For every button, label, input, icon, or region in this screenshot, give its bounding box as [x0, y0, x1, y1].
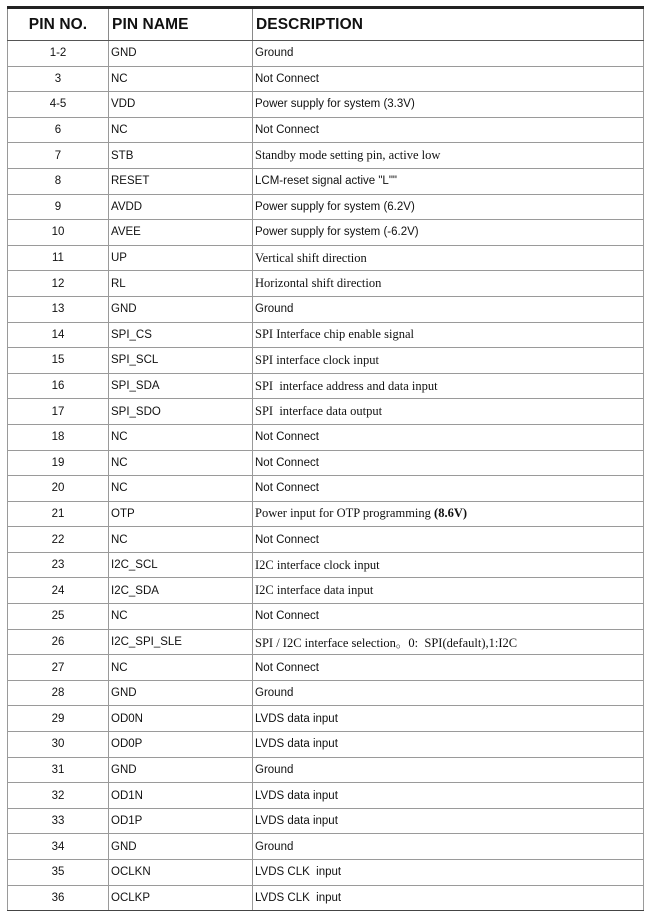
- pin-name-cell: NC: [109, 450, 253, 476]
- pin-number-cell: 17: [8, 399, 109, 425]
- pin-number-cell: 18: [8, 424, 109, 450]
- pin-description-cell: Not Connect: [253, 476, 644, 502]
- pin-description-cell: Ground: [253, 41, 644, 67]
- pin-name-cell: VDD: [109, 92, 253, 118]
- header-row: [8, 8, 644, 41]
- pin-name-cell: OTP: [109, 501, 253, 527]
- table-row: [8, 655, 644, 681]
- pin-description-cell: Not Connect: [253, 527, 644, 553]
- table-row: [8, 629, 644, 655]
- description-text: Power input for OTP programming: [255, 506, 435, 521]
- table-row: [8, 527, 644, 553]
- pin-number-cell: 3: [8, 66, 109, 92]
- pin-name-cell: NC: [109, 527, 253, 553]
- table-row: [8, 680, 644, 706]
- table-row: [8, 885, 644, 911]
- pin-number-cell: 7: [8, 143, 109, 169]
- header-pin-no: PIN NO.: [8, 8, 109, 41]
- table-row: [8, 783, 644, 809]
- pin-name-cell: NC: [109, 476, 253, 502]
- pin-number-cell: 1-2: [8, 41, 109, 67]
- table-row: [8, 424, 644, 450]
- pin-number-cell: 6: [8, 117, 109, 143]
- pin-number-cell: 19: [8, 450, 109, 476]
- pin-description-cell: I2C interface clock input: [253, 552, 644, 578]
- pin-name-cell: I2C_SDA: [109, 578, 253, 604]
- pin-name-cell: NC: [109, 66, 253, 92]
- pin-description-cell: Not Connect: [253, 424, 644, 450]
- pin-name-cell: RL: [109, 271, 253, 297]
- pin-description-cell: Horizontal shift direction: [253, 271, 644, 297]
- pin-name-cell: NC: [109, 604, 253, 630]
- table-row: [8, 348, 644, 374]
- pin-definition-table: [7, 6, 644, 911]
- pin-number-cell: 22: [8, 527, 109, 553]
- pin-name-cell: OD0P: [109, 732, 253, 758]
- pin-number-cell: 15: [8, 348, 109, 374]
- table-row: [8, 808, 644, 834]
- table-row: [8, 732, 644, 758]
- pin-name-cell: RESET: [109, 168, 253, 194]
- header-pin-name: PIN NAME: [109, 8, 253, 41]
- pin-name-cell: NC: [109, 655, 253, 681]
- pin-name-cell: OCLKP: [109, 885, 253, 911]
- pin-number-cell: 29: [8, 706, 109, 732]
- pin-description-cell: LVDS CLK input: [253, 885, 644, 911]
- table-row: [8, 476, 644, 502]
- pin-name-cell: GND: [109, 296, 253, 322]
- pin-rows: [8, 41, 644, 911]
- pin-number-cell: 20: [8, 476, 109, 502]
- pin-name-cell: AVEE: [109, 220, 253, 246]
- table-row: [8, 322, 644, 348]
- pin-description-cell: Not Connect: [253, 66, 644, 92]
- table-row: [8, 41, 644, 67]
- pin-name-cell: I2C_SPI_SLE: [109, 629, 253, 655]
- pin-description-cell: I2C interface data input: [253, 578, 644, 604]
- pin-description-cell: Not Connect: [253, 655, 644, 681]
- pin-description-cell: Standby mode setting pin, active low: [253, 143, 644, 169]
- table-row: [8, 245, 644, 271]
- pin-name-cell: I2C_SCL: [109, 552, 253, 578]
- pin-number-cell: 4-5: [8, 92, 109, 118]
- table-row: [8, 117, 644, 143]
- pin-number-cell: 23: [8, 552, 109, 578]
- pin-description-cell: LVDS CLK input: [253, 860, 644, 886]
- pin-number-cell: 30: [8, 732, 109, 758]
- table-row: [8, 604, 644, 630]
- pin-number-cell: 14: [8, 322, 109, 348]
- pin-name-cell: GND: [109, 41, 253, 67]
- table-row: [8, 860, 644, 886]
- table-row: [8, 757, 644, 783]
- table-row: [8, 143, 644, 169]
- pin-description-cell: Ground: [253, 757, 644, 783]
- pin-name-cell: GND: [109, 680, 253, 706]
- pin-description-cell: Not Connect: [253, 450, 644, 476]
- pin-number-cell: 36: [8, 885, 109, 911]
- pin-number-cell: 21: [8, 501, 109, 527]
- table-row: [8, 834, 644, 860]
- pin-description-cell: Ground: [253, 680, 644, 706]
- table-row: [8, 501, 644, 527]
- pin-description-cell: LVDS data input: [253, 732, 644, 758]
- pin-number-cell: 12: [8, 271, 109, 297]
- pin-description-cell: LVDS data input: [253, 783, 644, 809]
- pin-name-cell: UP: [109, 245, 253, 271]
- pin-number-cell: 8: [8, 168, 109, 194]
- pin-description-cell: Power supply for system (3.3V): [253, 92, 644, 118]
- pin-name-cell: SPI_CS: [109, 322, 253, 348]
- pin-number-cell: 26: [8, 629, 109, 655]
- table-row: [8, 552, 644, 578]
- pin-number-cell: 33: [8, 808, 109, 834]
- pin-number-cell: 24: [8, 578, 109, 604]
- pin-number-cell: 16: [8, 373, 109, 399]
- table-row: [8, 578, 644, 604]
- pin-name-cell: SPI_SDA: [109, 373, 253, 399]
- pin-description-cell: SPI interface address and data input: [253, 373, 644, 399]
- pin-number-cell: 28: [8, 680, 109, 706]
- pin-name-cell: OD1P: [109, 808, 253, 834]
- pin-name-cell: SPI_SDO: [109, 399, 253, 425]
- pin-description-cell: [253, 501, 644, 527]
- pin-number-cell: 11: [8, 245, 109, 271]
- table-row: [8, 373, 644, 399]
- pin-number-cell: 35: [8, 860, 109, 886]
- pin-number-cell: 25: [8, 604, 109, 630]
- pin-name-cell: NC: [109, 424, 253, 450]
- pin-description-cell: Not Connect: [253, 604, 644, 630]
- pin-description-cell: SPI / I2C interface selection。0: SPI(default),1:I2C: [253, 629, 644, 655]
- pin-description-cell: Power supply for system (6.2V): [253, 194, 644, 220]
- table-row: [8, 271, 644, 297]
- table-row: [8, 706, 644, 732]
- pin-description-cell: Not Connect: [253, 117, 644, 143]
- pin-number-cell: 34: [8, 834, 109, 860]
- pin-name-cell: AVDD: [109, 194, 253, 220]
- pin-number-cell: 9: [8, 194, 109, 220]
- table-row: [8, 194, 644, 220]
- pin-description-cell: Vertical shift direction: [253, 245, 644, 271]
- table-row: [8, 168, 644, 194]
- pin-name-cell: SPI_SCL: [109, 348, 253, 374]
- pin-description-cell: LCM-reset signal active "L"": [253, 168, 644, 194]
- pin-number-cell: 32: [8, 783, 109, 809]
- pin-name-cell: OCLKN: [109, 860, 253, 886]
- pin-description-cell: Power supply for system (-6.2V): [253, 220, 644, 246]
- pin-name-cell: STB: [109, 143, 253, 169]
- pin-description-cell: SPI Interface chip enable signal: [253, 322, 644, 348]
- pin-name-cell: OD1N: [109, 783, 253, 809]
- table-row: [8, 450, 644, 476]
- pin-description-cell: Ground: [253, 834, 644, 860]
- pin-description-cell: Ground: [253, 296, 644, 322]
- table-row: [8, 220, 644, 246]
- table-row: [8, 296, 644, 322]
- pin-description-cell: SPI interface data output: [253, 399, 644, 425]
- header-description: DESCRIPTION: [253, 8, 644, 41]
- pin-name-cell: GND: [109, 834, 253, 860]
- table-row: [8, 66, 644, 92]
- pin-number-cell: 13: [8, 296, 109, 322]
- table-row: [8, 92, 644, 118]
- pin-name-cell: NC: [109, 117, 253, 143]
- pin-number-cell: 31: [8, 757, 109, 783]
- pin-description-cell: LVDS data input: [253, 808, 644, 834]
- pin-name-cell: OD0N: [109, 706, 253, 732]
- pin-number-cell: 10: [8, 220, 109, 246]
- description-bold-value: (8.6V): [434, 506, 468, 521]
- pin-description-cell: SPI interface clock input: [253, 348, 644, 374]
- pin-number-cell: 27: [8, 655, 109, 681]
- pin-name-cell: GND: [109, 757, 253, 783]
- table-row: [8, 399, 644, 425]
- pin-description-cell: LVDS data input: [253, 706, 644, 732]
